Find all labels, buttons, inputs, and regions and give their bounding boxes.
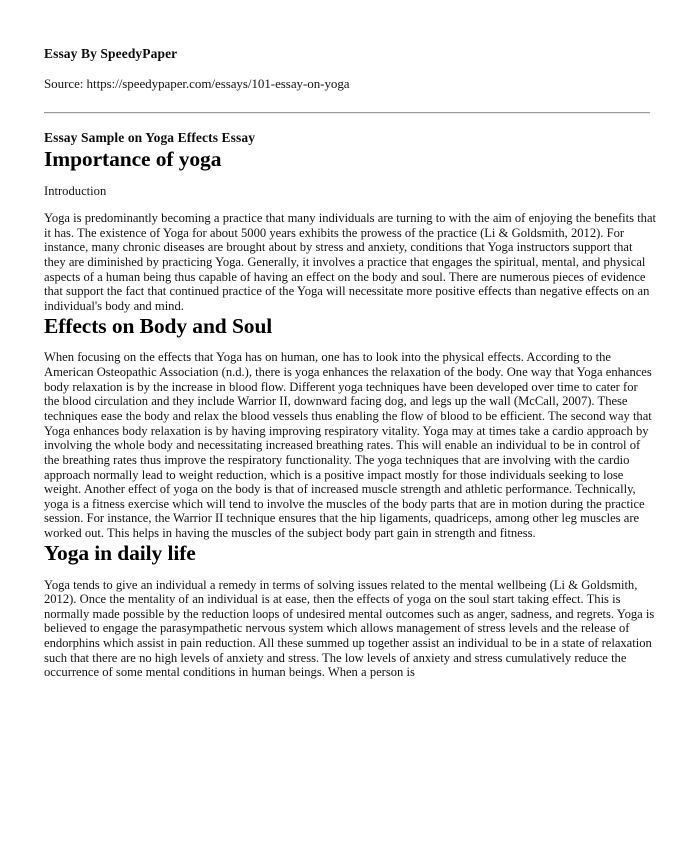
site-brand: Essay By SpeedyPaper <box>44 46 178 61</box>
header-divider <box>44 112 650 114</box>
source-url-line: Source: https://speedypaper.com/essays/101-essay-on-yoga <box>44 76 350 92</box>
document-subtitle: Essay Sample on Yoga Effects Essay <box>44 130 256 146</box>
paragraph-yoga-in-daily-life: Yoga tends to give an individual a remedy in terms of solving issues related to the mental wellbeing (Li & Goldsmith, 2012). Once the mentality of an individual is at ease, then the effects of yoga on the soul start taking effect. This is normally made possible by the reduction loops of undesired mental outcomes such as anger, sadness, and regrets. Yoga is believed to engage the parasympathetic nervous system which allows management of stress levels and the release of endorphins which assist in pain reduction. All these summed up together assist an individual to be in a state of relaxation such that there are no high levels of anxiety and stress. The low levels of anxiety and stress cumulatively reduce the occurrence of some mental conditions in human beings. When a person is <box>44 577 655 680</box>
paragraph-effects-on-body-and-soul: When focusing on the effects that Yoga has on human, one has to look into the physical effects. According to the American Osteopathic Association (n.d.), there is yoga enhances the relaxation of the body. One way that Yoga enhances body relaxation is by the increase in blood flow. Different yoga techniques have been developed over time to cater for the blood circulation and they include Warrior II, downward facing dog, and legs up the wall (McCall, 2007). These techniques ease the body and relax the blood vessels thus enabling the flow of blood to be efficient. The second way that Yoga enhances body relaxation is by having improving respiratory vitality. Yoga may at times take a cardio approach by involving the whole body and necessitating increased breathing rates. This will enable an individual to be in control of the breathing rates thus improve the respiratory functionality. The yoga techniques that are involving with the cardio approach normally lead to weight reduction, which is a positive impact mostly for those individuals seeking to lose weight. Another effect of yoga on the body is that of increased muscle strength and athletic performance. Technically, yoga is a fitness exercise which will tend to involve the muscles of the body parts that are in motion during the practice session. For instance, the Warrior II technique ensures that the hip ligaments, quadriceps, among other leg muscles are worked out. This helps in having the muscles of the subject body part gain in strength and fitness. <box>44 350 652 541</box>
section-label-introduction: Introduction <box>44 184 107 199</box>
section-heading-effects-on-body-and-soul: Effects on Body and Soul <box>44 313 273 338</box>
section-heading-importance-of-yoga: Importance of yoga <box>44 146 222 171</box>
section-heading-yoga-in-daily-life: Yoga in daily life <box>44 540 196 565</box>
paragraph-importance-of-yoga: Yoga is predominantly becoming a practice that many individuals are turning to with the aim of enjoying the benefits that it has. The existence of Yoga for about 5000 years exhibits the prowess of the practice (Li & Goldsmith, 2012). For instance, many chronic diseases are brought about by stress and anxiety, conditions that Yoga instructors support that they are diminished by practicing Yoga. Generally, it involves a practice that engages the spiritual, mental, and physical aspects of a human being thus capable of having an effect on the body and soul. There are numerous pieces of evidence that support the fact that continued practice of the Yoga will necessitate more positive effects than negative effects on an individual's body and mind. <box>44 210 657 313</box>
